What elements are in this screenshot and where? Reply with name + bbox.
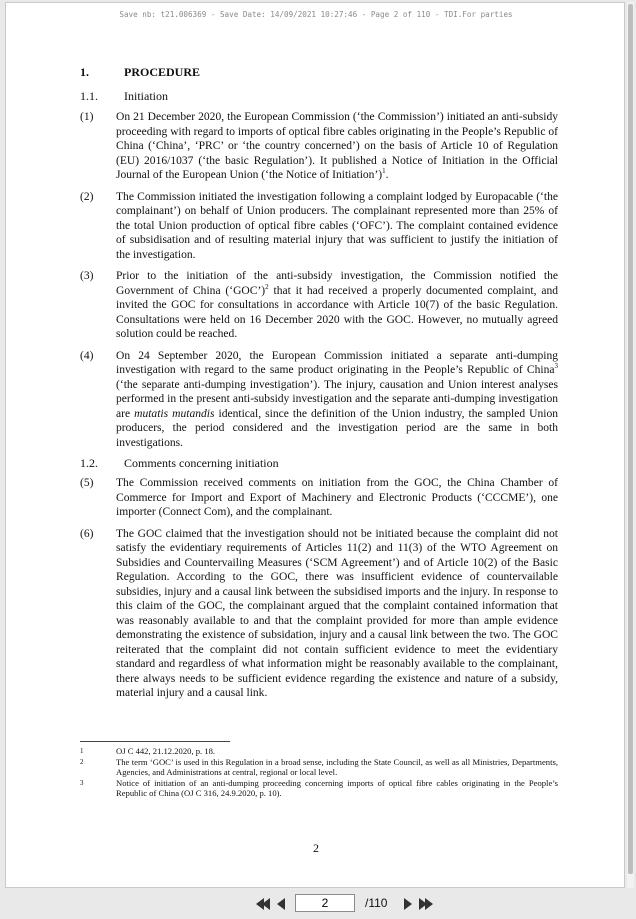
- paragraph-number: (1): [80, 111, 94, 123]
- right-arrow-icon: [404, 898, 412, 910]
- paragraph-number: (3): [80, 270, 94, 282]
- footnote-text: OJ C 442, 21.12.2020, p. 18.: [116, 746, 216, 756]
- paragraph-number: (5): [80, 477, 94, 489]
- footnote-number: 2: [80, 757, 84, 766]
- paragraph-text: The Commission initiated the investigation following a complaint lodged by Europacable (‘the complainant’) on behalf of Union producers. The complainant represented more than 25% of the total Union production of optical fibre cables (‘OFC’). The complaint contained evidence of subsidisation and of resulting material injury that was sufficient to justify the initiation of the investigation.: [116, 190, 558, 261]
- paragraph-text-part: Prior to the initiation of the anti-subsidy investigation, the Commission notified the Government of China (‘GOC’): [116, 270, 558, 297]
- paragraph-1: [80, 110, 558, 183]
- paragraph-text-part: identical, since the definition of the Union industry, the sampled Union producers, the period considered and the investigation period are the same in both investigations.: [116, 407, 558, 449]
- previous-page-button[interactable]: [276, 896, 286, 912]
- italic-latin-phrase: mutatis mutandis: [134, 407, 215, 420]
- footnote-3: [80, 778, 558, 799]
- double-right-arrow-icon-part: [425, 898, 433, 910]
- next-page-button[interactable]: [403, 896, 413, 912]
- subsection-heading-comments: [80, 456, 558, 476]
- left-arrow-icon: [277, 898, 285, 910]
- paragraph-text: [116, 349, 558, 451]
- page-number: 2: [313, 841, 319, 855]
- scrollbar-thumb[interactable]: [628, 4, 633, 874]
- vertical-scrollbar[interactable]: [627, 2, 634, 888]
- section-heading-procedure: [80, 65, 558, 87]
- paragraph-text-part: On 21 December 2020, the European Commission (‘the Commission’) initiated an anti-subsidy proceeding with regard to imports of optical fibre cables originating in the People’s Republic of China (‘China’, ‘PRC’ or ‘the country concerned’) on the basis of Article 10 of Regulation (EU) 2016/1037 (‘the basic Regulation’). It published a Notice of Initiation in the Official Journal of the European Union (‘the Notice of Initiation’): [116, 111, 558, 181]
- footnote-separator: [80, 741, 230, 742]
- footnote-1: [80, 746, 558, 757]
- subsection-number: 1.2.: [80, 456, 98, 470]
- paragraph-text: The Commission received comments on initiation from the GOC, the China Chamber of Commerce for Import and Export of Machinery and Electronic Products (‘CCCME’), one importer (Connect Com), and the complainant.: [116, 477, 558, 518]
- footnotes: [80, 746, 558, 799]
- footnote-ref-1[interactable]: 1: [382, 167, 386, 176]
- footnote-text: The term ‘GOC’ is used in this Regulation in a broad sense, including the State Council, as well as all Ministries, Departments, Agencies, and Administrations at central, regional or local level.: [116, 756, 558, 777]
- footnote-number: 3: [80, 778, 84, 787]
- paragraph-text: [116, 110, 558, 183]
- paragraph-3: [80, 269, 558, 342]
- last-page-button[interactable]: [419, 896, 433, 912]
- paragraph-text: [116, 269, 558, 342]
- subsection-number: 1.1.: [80, 89, 98, 103]
- paragraph-number: (6): [80, 527, 94, 540]
- page-number-input[interactable]: [295, 894, 355, 912]
- footnote-text: Notice of initiation of an anti-dumping proceeding concerning imports of optical fibre cables originating in the People’s Republic of China (OJ C 316, 24.9.2020, p. 10).: [116, 777, 558, 798]
- section-number: 1.: [80, 65, 89, 79]
- subsection-heading-initiation: [80, 89, 558, 110]
- paragraph-text-part: (‘the separate anti-dumping investigation’). The injury, causation and Union interest analyses performed in the present anti-subsidy investigation and the separate anti-dumping investigation are: [116, 378, 558, 420]
- footnote-number: 1: [80, 747, 84, 755]
- paragraph-5: [80, 476, 558, 520]
- paragraph-number: (4): [80, 349, 94, 362]
- double-left-arrow-icon-part: [262, 898, 270, 910]
- paragraph-text: The GOC claimed that the investigation should not be initiated because the complaint did not satisfy the evidentiary requirements of Articles 11(2) and 11(3) of the WTO Agreement on Subsidies and Countervailing Measures (‘SCM Agreement’) and of Article 10(2) of the Basic Regulation. According to the GOC, there was insufficient evidence of countervailable subsidies, injury and a causal link between the subsidised imports and the injury. In response to this claim of the GOC, the complainant argued that the complaint contained information that was reasonably available to and that the complaint provided for more than ample evidence demonstrating the existence of subsidation, injury and a causal link between the two. The GOC reiterated that the complaint did not contain sufficient evidence to meet the evidentiary standard and regardless of what information might be reasonably available to the complainant, there always needs to be sufficient evidence regarding the existence and nature of a subsidy, material injury and a causal link.: [116, 527, 558, 699]
- paragraph-text-part: .: [385, 169, 389, 181]
- page-content: [80, 65, 558, 701]
- first-page-button[interactable]: [256, 896, 270, 912]
- footnote-ref-3[interactable]: 3: [554, 362, 558, 371]
- paragraph-text-part: that it had received a properly documented complaint, and invited the GOC for consultations in accordance with Article 10(7) of the basic Regulation. Consultations were held on 16 December 2020 with the GOC. However, no mutually agreed solution could be reached.: [116, 284, 558, 340]
- save-header: Save nb: t21.006369 - Save Date: 14/09/2021 10:27:46 - Page 2 of 110 - TDI.For parties: [119, 10, 513, 19]
- footnote-ref-2[interactable]: 2: [265, 282, 269, 291]
- paragraph-text-part: On 24 September 2020, the European Commission initiated a separate anti-dumping investigation with regard to the same product originating in the People’s Republic of China: [116, 349, 558, 376]
- subsection-title: Initiation: [124, 89, 168, 103]
- paragraph-6: [80, 527, 558, 701]
- total-pages-label: /110: [365, 896, 388, 910]
- document-page: [5, 2, 625, 888]
- paragraph-2: [80, 190, 558, 263]
- paragraph-4: [80, 349, 558, 451]
- paragraph-number: (2): [80, 190, 94, 203]
- section-title: PROCEDURE: [124, 65, 201, 79]
- footnote-2: [80, 757, 558, 778]
- subsection-title: Comments concerning initiation: [124, 456, 279, 470]
- page-navigation-toolbar: [0, 889, 636, 919]
